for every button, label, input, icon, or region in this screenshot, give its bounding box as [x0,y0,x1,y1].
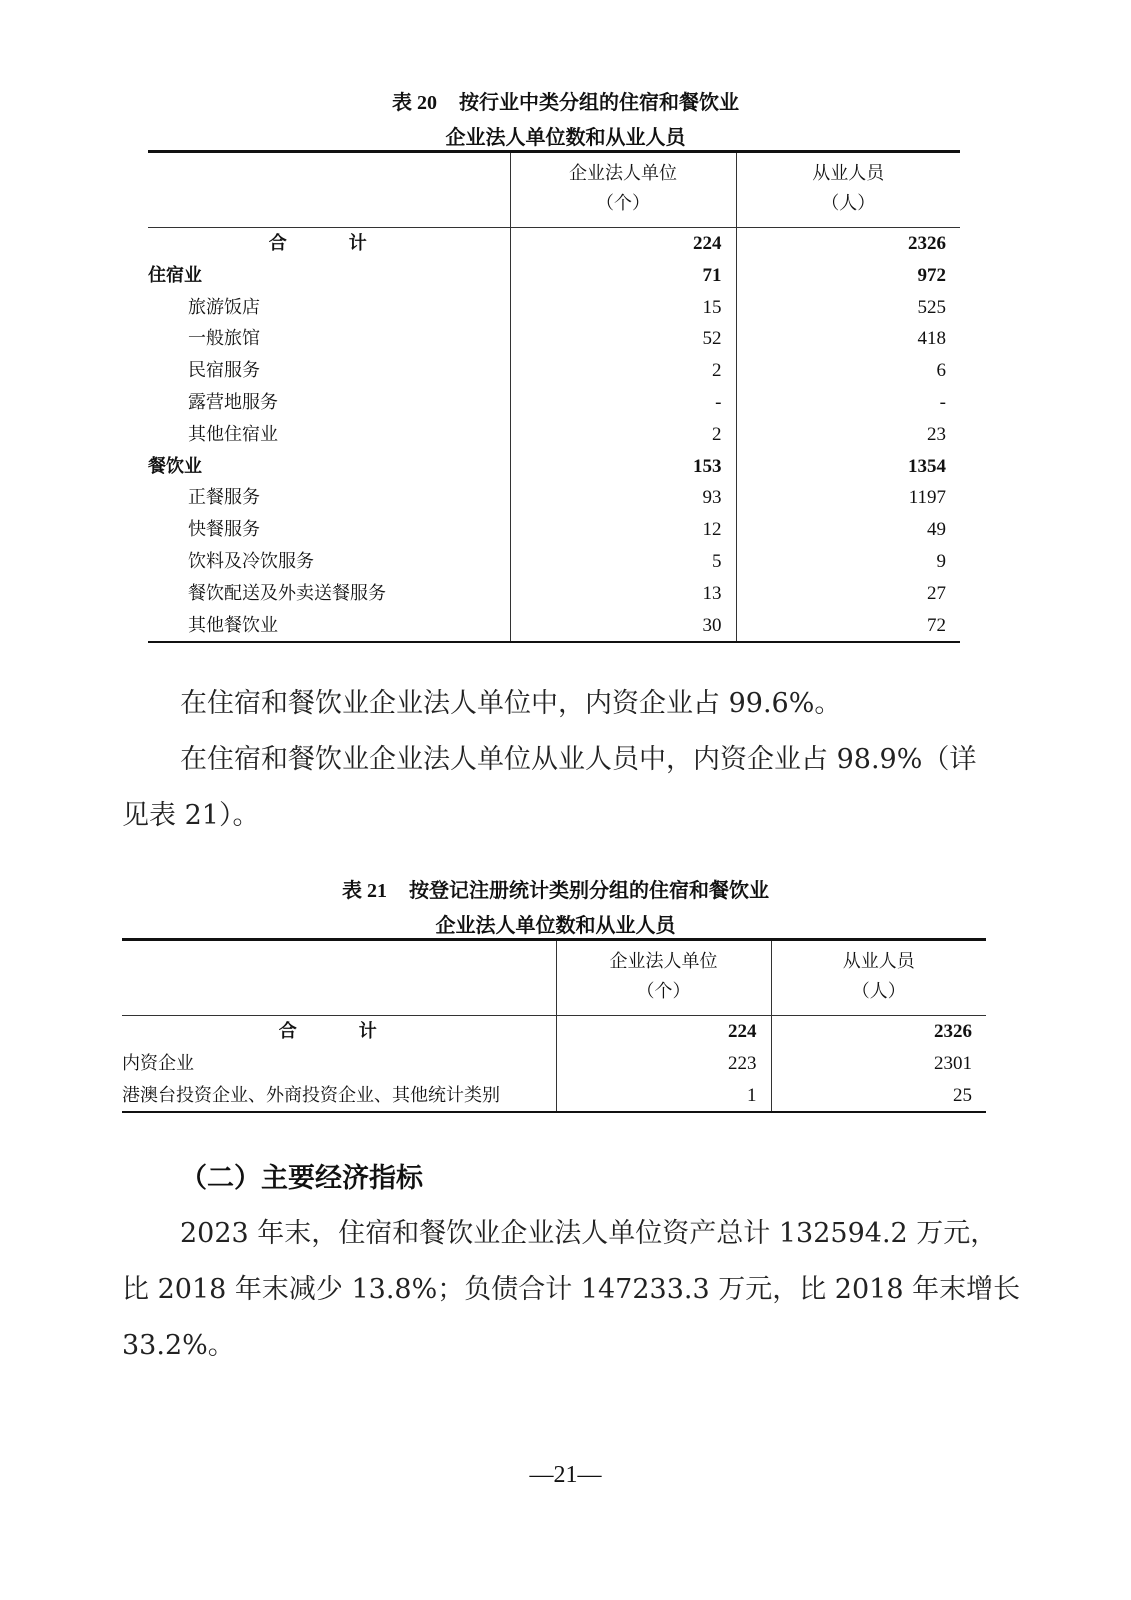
row-label: 餐饮业 [148,455,202,477]
cell-units: 71 [510,260,736,292]
cell-employees: 1197 [736,482,960,514]
row-label: 餐饮配送及外卖送餐服务 [188,582,386,604]
table-row [122,1016,986,1048]
cell-employees: 1354 [736,451,960,483]
table20-col-units [510,152,736,228]
col-employees-label: 从业人员 [842,951,915,972]
cell-employees: - [736,387,960,419]
table20-col-employees [736,152,960,228]
table-row [148,578,960,610]
cell-units: 13 [510,578,736,610]
cell-employees: 525 [736,292,960,324]
cell-units: 12 [510,514,736,546]
table20-number: 表 20 [392,92,437,114]
cell-employees: 972 [736,260,960,292]
col-units-label: 企业法人单位 [609,951,718,972]
row-label: 一般旅馆 [188,328,260,350]
cell-units: - [510,387,736,419]
table20-body [148,228,960,643]
paragraph-assets: 2023 年末，住宿和餐饮业企业法人单位资产总计 132594.2 万元， [180,1218,998,1249]
table21-title-line1: 按登记注册统计类别分组的住宿和餐饮业 [409,878,769,902]
row-label: 其他住宿业 [188,423,278,445]
cell-employees: 27 [736,578,960,610]
table21-body [122,1016,986,1113]
cell-units: 2 [510,419,736,451]
row-label: 合 计 [268,233,389,254]
col-employees-label: 从业人员 [812,163,885,184]
cell-employees: 9 [736,546,960,578]
row-label: 内资企业 [122,1052,194,1074]
table-row [148,323,960,355]
table-row [148,292,960,324]
table21-title-line2: 企业法人单位数和从业人员 [435,913,676,937]
table-row [148,419,960,451]
cell-employees: 49 [736,514,960,546]
table-row [148,610,960,643]
cell-units: 30 [510,610,736,643]
cell-units: 223 [556,1048,771,1080]
table20-header-row [148,152,960,228]
table-row [122,1048,986,1080]
cell-units: 5 [510,546,736,578]
table21-header-blank [122,940,556,1016]
col-units-unit: （个） [596,193,650,214]
cell-employees: 23 [736,419,960,451]
col-employees-unit: （人） [851,981,906,1002]
row-label: 快餐服务 [188,519,260,541]
table-row [148,451,960,483]
table21 [122,938,986,1113]
row-label: 住宿业 [148,264,202,286]
row-label: 旅游饭店 [188,296,260,318]
cell-units: 93 [510,482,736,514]
table-row [148,482,960,514]
table-row [148,228,960,260]
row-label: 露营地服务 [188,391,278,413]
col-units-unit: （个） [636,981,691,1002]
cell-employees: 25 [771,1080,986,1113]
table-row [148,260,960,292]
paragraph-domestic-employees-cont: 见表 21）。 [122,800,260,831]
row-label: 港澳台投资企业、外商投资企业、其他统计类别 [122,1080,556,1113]
paragraph-liabilities-cont: 33.2%。 [122,1330,235,1361]
section-heading: （二）主要经济指标 [180,1163,423,1194]
col-employees-unit: （人） [821,193,876,214]
page-number: —21— [529,1462,602,1488]
table-row [148,546,960,578]
cell-units: 15 [510,292,736,324]
table21-col-units [556,940,771,1016]
cell-employees: 2326 [736,228,960,260]
row-label: 其他餐饮业 [148,610,510,643]
table20-header-blank [148,152,510,228]
table21-col-employees [771,940,986,1016]
cell-units: 224 [556,1016,771,1048]
table21-caption [0,874,1121,903]
row-label: 正餐服务 [188,487,260,509]
table20-title-line2: 企业法人单位数和从业人员 [445,125,686,149]
table21-number: 表 21 [342,880,387,902]
table20 [148,150,960,643]
row-label: 合 计 [278,1021,399,1042]
cell-units: 2 [510,355,736,387]
table-row [148,387,960,419]
table20-caption [0,86,1131,115]
table20-title-line1: 按行业中类分组的住宿和餐饮业 [459,90,739,114]
cell-units: 52 [510,323,736,355]
table21-header-row [122,940,986,1016]
paragraph-domestic-employees: 在住宿和餐饮业企业法人单位从业人员中，内资企业占 98.9%（详 [180,744,977,775]
cell-employees: 2301 [771,1048,986,1080]
table-row [148,514,960,546]
cell-employees: 2326 [771,1016,986,1048]
table-row [148,355,960,387]
cell-employees: 418 [736,323,960,355]
row-label: 饮料及冷饮服务 [188,550,314,572]
row-label: 民宿服务 [188,360,260,382]
paragraph-domestic-units: 在住宿和餐饮业企业法人单位中，内资企业占 99.6%。 [180,688,842,719]
cell-units: 1 [556,1080,771,1113]
paragraph-liabilities: 比 2018 年末减少 13.8%；负债合计 147233.3 万元，比 2018 年末增长 [122,1274,1021,1305]
cell-employees: 72 [736,610,960,643]
col-units-label: 企业法人单位 [569,163,677,184]
cell-units: 224 [510,228,736,260]
cell-employees: 6 [736,355,960,387]
table-row [122,1080,986,1113]
cell-units: 153 [510,451,736,483]
